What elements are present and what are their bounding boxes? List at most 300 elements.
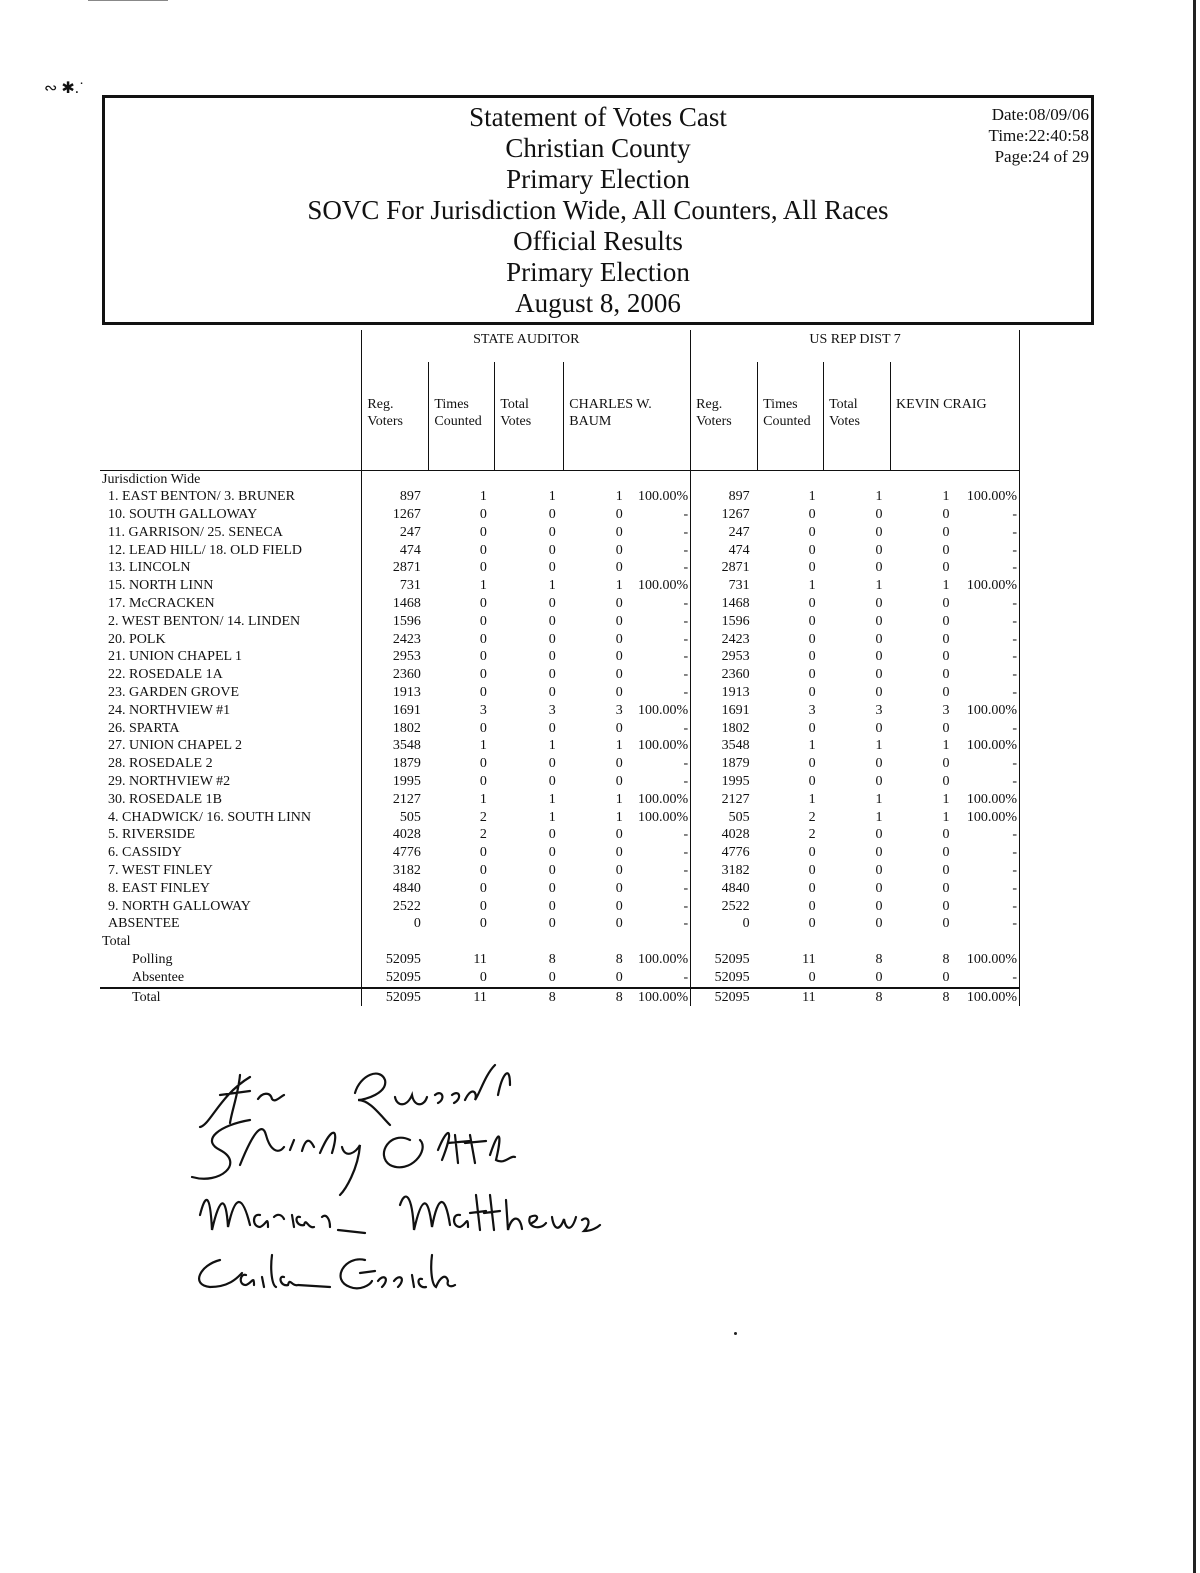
candidate-votes: 0 xyxy=(942,880,950,896)
total-votes-value: 0 xyxy=(875,507,883,523)
candidate-percent: - xyxy=(683,756,689,772)
candidate-votes: 0 xyxy=(615,560,623,576)
group-us-rep-dist-7: US REP DIST 7 xyxy=(691,330,1020,362)
table-row xyxy=(100,773,1020,791)
reg-voters-value: 3182 xyxy=(721,863,750,879)
total-votes-value: 1 xyxy=(875,489,883,505)
candidate-votes: 0 xyxy=(615,542,623,558)
reg-voters-value: 1691 xyxy=(721,702,750,718)
total-votes-value: 0 xyxy=(875,969,883,985)
col-times-counted: Times Counted xyxy=(758,362,824,470)
candidate-votes: 0 xyxy=(615,898,623,914)
times-counted-value: 0 xyxy=(479,667,487,683)
candidate-votes: 0 xyxy=(615,631,623,647)
candidate-votes: 0 xyxy=(942,507,950,523)
total-votes-value: 0 xyxy=(875,720,883,736)
total-votes-value: 1 xyxy=(548,809,556,825)
candidate-percent: - xyxy=(1012,542,1017,558)
candidate-result xyxy=(891,809,1020,827)
times-counted-value: 0 xyxy=(808,685,816,701)
times-counted-value: 0 xyxy=(808,880,816,896)
times-counted-value: 1 xyxy=(479,791,487,807)
reg-voters-value: 1913 xyxy=(721,685,750,701)
reg-voters-value: 1995 xyxy=(721,774,750,790)
total-votes-value: 0 xyxy=(875,613,883,629)
reg-voters-value: 731 xyxy=(362,577,429,595)
report-title xyxy=(105,102,1091,319)
precinct-name: 12. LEAD HILL/ 18. OLD FIELD xyxy=(108,542,303,558)
precinct-name: 29. NORTHVIEW #2 xyxy=(108,774,231,790)
candidate-votes: 0 xyxy=(615,720,623,736)
total-votes-value: 0 xyxy=(875,685,883,701)
total-votes-value: 0 xyxy=(875,649,883,665)
candidate-result xyxy=(891,542,1020,560)
total-votes-value: 1 xyxy=(875,809,883,825)
times-counted-value: 1 xyxy=(808,489,816,505)
reg-voters-value: 1802 xyxy=(362,720,429,738)
table-row xyxy=(100,951,1020,969)
candidate-result xyxy=(564,951,691,969)
precinct-name: 11. GARRISON/ 25. SENECA xyxy=(108,524,283,540)
total-votes-value: 0 xyxy=(548,649,556,665)
report-page: Page:24 of 29 xyxy=(994,147,1089,166)
group-state-auditor: STATE AUDITOR xyxy=(362,330,691,362)
votes-table xyxy=(100,330,1020,1006)
times-counted-value: 0 xyxy=(479,898,487,914)
candidate-result xyxy=(891,631,1020,649)
reg-voters-value: 3182 xyxy=(362,862,429,880)
times-counted-value: 1 xyxy=(808,578,816,594)
reg-voters-value: 505 xyxy=(362,809,429,827)
candidate-result xyxy=(891,773,1020,791)
candidate-percent: - xyxy=(1012,649,1017,665)
col-times-counted: Times Counted xyxy=(429,362,495,470)
reg-voters-value: 1468 xyxy=(362,595,429,613)
total-votes-value: 0 xyxy=(875,898,883,914)
col-total-votes: Total Votes xyxy=(824,362,891,470)
candidate-result xyxy=(891,559,1020,577)
reg-voters-value: 247 xyxy=(362,524,429,542)
reg-voters-value: 1267 xyxy=(721,507,750,523)
times-counted-value: 0 xyxy=(808,667,816,683)
table-row xyxy=(100,648,1020,666)
candidate-result xyxy=(891,577,1020,595)
candidate-votes: 0 xyxy=(615,649,623,665)
total-votes-value: 1 xyxy=(548,489,556,505)
table-row xyxy=(100,933,1020,951)
candidate-result xyxy=(564,666,691,684)
precinct-name: 2. WEST BENTON/ 14. LINDEN xyxy=(108,613,301,629)
times-counted-value: 0 xyxy=(808,613,816,629)
candidate-result xyxy=(564,773,691,791)
total-votes-value: 0 xyxy=(548,916,556,932)
candidate-result xyxy=(891,969,1020,988)
times-counted-value: 2 xyxy=(479,827,487,843)
total-votes-value: 0 xyxy=(548,720,556,736)
times-counted-value: 0 xyxy=(479,596,487,612)
total-votes-value: 0 xyxy=(875,845,883,861)
candidate-votes: 1 xyxy=(615,578,623,594)
col-reg-voters: Reg. Voters xyxy=(362,362,429,470)
total-votes-value: 0 xyxy=(875,560,883,576)
precinct-name: 8. EAST FINLEY xyxy=(108,880,211,896)
candidate-result xyxy=(891,915,1020,933)
table-row xyxy=(100,666,1020,684)
precinct-name: Polling xyxy=(132,952,173,968)
times-counted-value: 0 xyxy=(808,756,816,772)
candidate-votes: 1 xyxy=(942,791,950,807)
precinct-name: 4. CHADWICK/ 16. SOUTH LINN xyxy=(108,809,311,825)
reg-voters-value: 52095 xyxy=(714,969,750,985)
precinct-name: 15. NORTH LINN xyxy=(108,578,214,594)
precinct-name: 24. NORTHVIEW #1 xyxy=(108,702,231,718)
reg-voters-value: 3548 xyxy=(721,738,750,754)
candidate-votes: 0 xyxy=(942,898,950,914)
scan-dot xyxy=(734,1332,737,1335)
precinct-name: 21. UNION CHAPEL 1 xyxy=(108,649,243,665)
candidate-votes: 1 xyxy=(942,578,950,594)
total-votes-value: 0 xyxy=(875,631,883,647)
candidate-votes: 0 xyxy=(615,863,623,879)
candidate-votes: 0 xyxy=(942,524,950,540)
report-time: Time:22:40:58 xyxy=(988,126,1089,145)
reg-voters-value: 2423 xyxy=(362,631,429,649)
candidate-votes: 1 xyxy=(942,809,950,825)
candidate-percent: - xyxy=(683,667,689,683)
precinct-name: 1. EAST BENTON/ 3. BRUNER xyxy=(108,489,295,505)
candidate-percent: - xyxy=(1012,845,1017,861)
precinct-name: 17. McCRACKEN xyxy=(108,596,215,612)
reg-voters-value: 1802 xyxy=(721,720,750,736)
times-counted-value: 0 xyxy=(479,631,487,647)
total-votes-value: 1 xyxy=(875,738,883,754)
reg-voters-value: 52095 xyxy=(362,969,429,988)
candidate-percent: 100.00% xyxy=(638,989,689,1005)
signatures xyxy=(180,1055,640,1305)
precinct-name: 5. RIVERSIDE xyxy=(108,827,196,843)
col-candidate-baum: CHARLES W. BAUM xyxy=(564,362,691,470)
candidate-result xyxy=(564,880,691,898)
reg-voters-value: 2871 xyxy=(721,560,750,576)
candidate-percent: - xyxy=(1012,685,1017,701)
total-votes-value: 0 xyxy=(548,845,556,861)
times-counted-value: 0 xyxy=(808,524,816,540)
candidate-percent: - xyxy=(683,880,689,896)
section-label: Jurisdiction Wide xyxy=(102,471,201,487)
reg-voters-value: 2360 xyxy=(721,667,750,683)
candidate-votes: 1 xyxy=(615,489,623,505)
candidate-votes: 0 xyxy=(615,774,623,790)
total-votes-value: 0 xyxy=(548,685,556,701)
table-row xyxy=(100,684,1020,702)
times-counted-value: 1 xyxy=(479,738,487,754)
times-counted-value: 0 xyxy=(808,845,816,861)
precinct-name: 9. NORTH GALLOWAY xyxy=(108,898,251,914)
total-votes-value: 0 xyxy=(548,774,556,790)
candidate-result xyxy=(891,826,1020,844)
times-counted-value: 0 xyxy=(808,720,816,736)
times-counted-value: 11 xyxy=(473,952,487,968)
report-header xyxy=(102,95,1094,325)
times-counted-value: 2 xyxy=(808,809,816,825)
candidate-percent: - xyxy=(683,613,689,629)
reg-voters-value: 1596 xyxy=(721,613,750,629)
candidate-result xyxy=(891,791,1020,809)
candidate-percent: - xyxy=(683,774,689,790)
total-votes-value: 0 xyxy=(548,596,556,612)
total-votes-value: 3 xyxy=(548,702,556,718)
reg-voters-value: 474 xyxy=(728,542,750,558)
candidate-percent: - xyxy=(683,649,689,665)
candidate-percent: - xyxy=(683,524,689,540)
table-row xyxy=(100,542,1020,560)
candidate-percent: - xyxy=(683,969,689,985)
times-counted-value: 0 xyxy=(808,649,816,665)
table-row xyxy=(100,488,1020,506)
table-row xyxy=(100,720,1020,738)
reg-voters-value: 505 xyxy=(728,809,750,825)
reg-voters-value: 4776 xyxy=(721,845,750,861)
candidate-result xyxy=(564,506,691,524)
candidate-percent: 100.00% xyxy=(638,738,689,754)
candidate-votes: 0 xyxy=(615,916,623,932)
reg-voters-value: 2127 xyxy=(721,791,750,807)
candidate-votes: 0 xyxy=(942,827,950,843)
times-counted-value: 0 xyxy=(479,774,487,790)
candidate-result xyxy=(891,988,1020,1007)
reg-voters-value: 2522 xyxy=(721,898,750,914)
candidate-result xyxy=(564,542,691,560)
total-votes-value: 3 xyxy=(875,702,883,718)
reg-voters-value: 2522 xyxy=(362,898,429,916)
table-row xyxy=(100,898,1020,916)
times-counted-value: 1 xyxy=(479,489,487,505)
scan-marks: ∾ ✱.˙ xyxy=(44,80,85,97)
table-row xyxy=(100,613,1020,631)
table-row xyxy=(100,524,1020,542)
candidate-percent: 100.00% xyxy=(638,791,689,807)
candidate-percent: - xyxy=(1012,880,1017,896)
candidate-result xyxy=(891,720,1020,738)
candidate-result xyxy=(891,702,1020,720)
precinct-name: 6. CASSIDY xyxy=(108,845,182,861)
candidate-votes: 0 xyxy=(942,685,950,701)
candidate-votes: 1 xyxy=(615,791,623,807)
candidate-votes: 1 xyxy=(942,489,950,505)
times-counted-value: 0 xyxy=(808,863,816,879)
total-votes-value: 0 xyxy=(548,507,556,523)
candidate-percent: - xyxy=(683,596,689,612)
total-votes-value: 0 xyxy=(548,863,556,879)
total-votes-value: 0 xyxy=(875,756,883,772)
times-counted-value: 11 xyxy=(802,952,816,968)
candidate-votes: 0 xyxy=(615,685,623,701)
precinct-name: 7. WEST FINLEY xyxy=(108,863,213,879)
precinct-name: 13. LINCOLN xyxy=(108,560,191,576)
candidate-percent: 100.00% xyxy=(966,489,1017,505)
reg-voters-value: 52095 xyxy=(362,951,429,969)
candidate-percent: - xyxy=(1012,613,1017,629)
candidate-percent: 100.00% xyxy=(638,702,689,718)
col-candidate-craig: KEVIN CRAIG xyxy=(891,362,1020,470)
col-reg-voters: Reg. Voters xyxy=(691,362,758,470)
reg-voters-value: 1691 xyxy=(362,702,429,720)
total-votes-value: 0 xyxy=(548,969,556,985)
precinct-name: 27. UNION CHAPEL 2 xyxy=(108,738,243,754)
times-counted-value: 2 xyxy=(479,809,487,825)
candidate-percent: - xyxy=(1012,827,1017,843)
candidate-votes: 0 xyxy=(942,720,950,736)
candidate-result xyxy=(564,559,691,577)
candidate-result xyxy=(891,595,1020,613)
candidate-percent: - xyxy=(683,845,689,861)
title-line: Primary Election xyxy=(506,257,690,287)
candidate-percent: - xyxy=(683,542,689,558)
reg-voters-value: 3548 xyxy=(362,737,429,755)
precinct-name: 20. POLK xyxy=(108,631,166,647)
total-votes-value: 0 xyxy=(875,827,883,843)
candidate-votes: 1 xyxy=(942,738,950,754)
reg-voters-value: 2871 xyxy=(362,559,429,577)
reg-voters-value: 2360 xyxy=(362,666,429,684)
candidate-votes: 0 xyxy=(615,756,623,772)
reg-voters-value: 4028 xyxy=(362,826,429,844)
candidate-votes: 0 xyxy=(942,845,950,861)
total-votes-value: 1 xyxy=(548,791,556,807)
reg-voters-value: 4776 xyxy=(362,844,429,862)
reg-voters-value: 2953 xyxy=(721,649,750,665)
times-counted-value: 0 xyxy=(808,596,816,612)
candidate-votes: 0 xyxy=(942,613,950,629)
reg-voters-value: 1468 xyxy=(721,596,750,612)
candidate-percent: 100.00% xyxy=(638,578,689,594)
total-votes-value: 8 xyxy=(495,988,564,1007)
candidate-votes: 0 xyxy=(942,596,950,612)
candidate-percent: 100.00% xyxy=(638,809,689,825)
scan-right-edge xyxy=(1193,0,1196,1573)
total-votes-value: 1 xyxy=(548,578,556,594)
reg-voters-value: 0 xyxy=(742,916,750,932)
total-votes-value: 0 xyxy=(548,542,556,558)
candidate-percent: - xyxy=(683,685,689,701)
candidate-result xyxy=(891,684,1020,702)
candidate-result xyxy=(564,613,691,631)
total-votes-value: 0 xyxy=(548,827,556,843)
candidate-result xyxy=(564,809,691,827)
candidate-percent: 100.00% xyxy=(966,578,1017,594)
candidate-percent: - xyxy=(1012,898,1017,914)
candidate-result xyxy=(564,648,691,666)
precinct-name: 23. GARDEN GROVE xyxy=(108,685,240,701)
reg-voters-value: 2423 xyxy=(721,631,750,647)
times-counted-value: 0 xyxy=(808,774,816,790)
times-counted-value: 11 xyxy=(429,988,495,1007)
total-votes-value: 0 xyxy=(548,613,556,629)
times-counted-value: 0 xyxy=(479,649,487,665)
candidate-percent: - xyxy=(1012,774,1017,790)
table-row xyxy=(100,791,1020,809)
candidate-votes: 0 xyxy=(942,774,950,790)
candidate-percent: 100.00% xyxy=(966,702,1017,718)
candidate-percent: - xyxy=(1012,507,1017,523)
total-votes-value: 1 xyxy=(875,791,883,807)
table-row xyxy=(100,862,1020,880)
title-line: Christian County xyxy=(505,133,691,163)
total-votes-value: 0 xyxy=(875,774,883,790)
votes-table-wrapper xyxy=(100,330,1020,1006)
reg-voters-value: 1879 xyxy=(362,755,429,773)
candidate-percent: - xyxy=(683,863,689,879)
candidate-votes: 0 xyxy=(942,756,950,772)
candidate-result xyxy=(564,969,691,988)
candidate-percent: 100.00% xyxy=(966,791,1017,807)
times-counted-value: 0 xyxy=(808,542,816,558)
total-votes-value: 0 xyxy=(548,756,556,772)
candidate-percent: - xyxy=(683,916,689,932)
times-counted-value: 0 xyxy=(808,969,816,985)
reg-voters-value: 52095 xyxy=(362,988,429,1007)
report-date: Date:08/09/06 xyxy=(991,105,1089,124)
precinct-name: ABSENTEE xyxy=(108,916,180,932)
total-votes-value: 0 xyxy=(875,916,883,932)
reg-voters-value: 4840 xyxy=(362,880,429,898)
times-counted-value: 0 xyxy=(479,524,487,540)
candidate-votes: 0 xyxy=(615,507,623,523)
times-counted-value: 1 xyxy=(808,738,816,754)
signature-1 xyxy=(200,1065,510,1127)
total-votes-value: 0 xyxy=(548,524,556,540)
candidate-percent: - xyxy=(1012,756,1017,772)
scan-top-line xyxy=(88,0,168,5)
candidate-votes: 0 xyxy=(942,916,950,932)
precinct-name: 10. SOUTH GALLOWAY xyxy=(108,507,258,523)
title-line: SOVC For Jurisdiction Wide, All Counters, All Races xyxy=(307,195,889,225)
candidate-votes: 0 xyxy=(942,649,950,665)
reg-voters-value: 897 xyxy=(362,488,429,506)
candidate-votes: 0 xyxy=(615,845,623,861)
reg-voters-value: 1596 xyxy=(362,613,429,631)
table-row xyxy=(100,577,1020,595)
table-row xyxy=(100,506,1020,524)
candidate-result xyxy=(891,648,1020,666)
candidate-percent: 100.00% xyxy=(638,489,689,505)
total-votes-value: 0 xyxy=(548,898,556,914)
candidate-result xyxy=(564,791,691,809)
reg-voters-value: 1995 xyxy=(362,773,429,791)
votes-table-body xyxy=(100,470,1020,1006)
candidate-votes: 0 xyxy=(942,969,950,985)
candidate-votes: 3 xyxy=(942,702,950,718)
candidate-votes: 1 xyxy=(615,809,623,825)
total-votes-value: 0 xyxy=(548,631,556,647)
candidate-percent: - xyxy=(683,827,689,843)
total-votes-value: 0 xyxy=(875,596,883,612)
times-counted-value: 1 xyxy=(479,578,487,594)
title-line: Official Results xyxy=(513,226,683,256)
reg-voters-value: 1267 xyxy=(362,506,429,524)
candidate-votes: 0 xyxy=(615,969,623,985)
candidate-result xyxy=(891,898,1020,916)
table-row xyxy=(100,631,1020,649)
candidate-percent: - xyxy=(1012,916,1017,932)
candidate-percent: - xyxy=(1012,524,1017,540)
total-votes-value: 8 xyxy=(548,952,556,968)
candidate-votes: 8 xyxy=(942,989,950,1005)
precinct-name: Absentee xyxy=(132,969,185,985)
reg-voters-value: 4028 xyxy=(721,827,750,843)
candidate-votes: 0 xyxy=(615,667,623,683)
candidate-result xyxy=(891,844,1020,862)
